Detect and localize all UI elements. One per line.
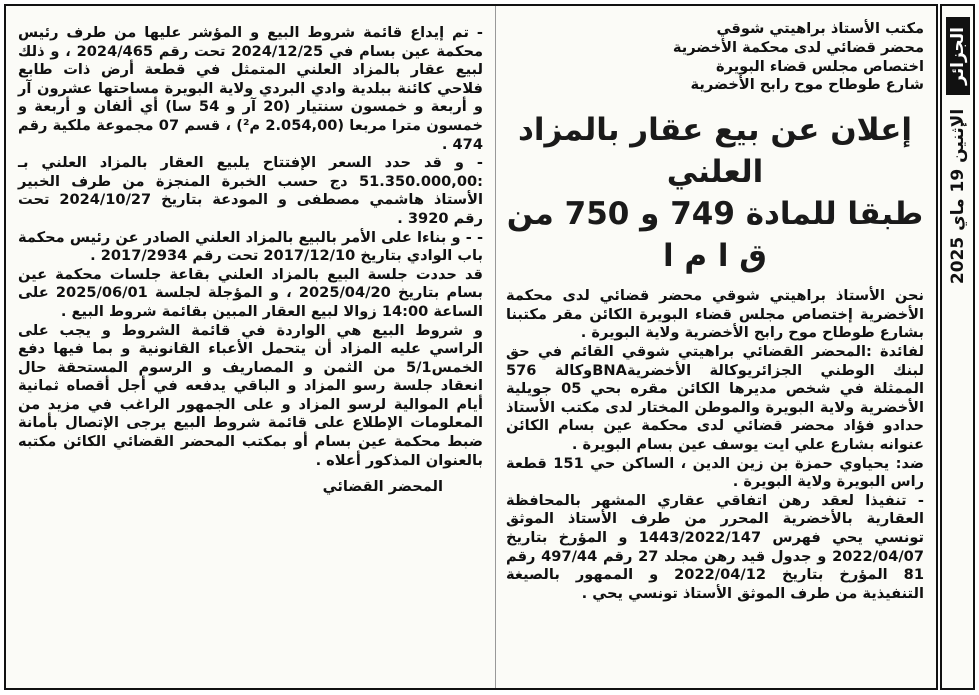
opening-price-paragraph: - و قد حدد السعر الإفتتاح يلبيع العقار بالمزاد العلني بـ :51.350.000,00 دج حسب الخبرة المنجزة من طرف الخبير الأستاذ هاشمي مصطفى و المودعة بتاريخ 2024/10/27 تحت رقم 3920 . <box>18 154 483 227</box>
office-header-line: محضر قضائي لدى محكمة الأخضرية <box>672 38 924 56</box>
newspaper-logo: الجزائر <box>946 17 970 95</box>
left-column <box>6 6 496 688</box>
execution-paragraph: - تنفيذا لعقد رهن اتفاقي عقاري المشهر بالمحافظة العقارية بالأخضرية المحرر من طرف الأستاذ الموثق تونسي يحي فهرس 1443/2022/147 و المؤرخ بتاريخ 2022/04/07 و جدول قيد رهن مجلد 27 رقم 497/44 رقم 81 المؤرخ بتاريخ 2022/04/12 و الممهور بالصيغة التنفيذية من طرف الموثق الأستاذ تونسي يحي . <box>506 491 924 602</box>
newspaper-side-strip <box>940 4 975 690</box>
deposit-paragraph: - تم إيداع قائمة شروط البيع و المؤشر عليها من طرف رئيس محكمة عين بسام في 2024/12/25 تحت رقم 2024/465 ، و ذلك لبيع عقار بالمزاد العلني المتمثل في قطعة أرض ذات طابع فلاحي كائنة ببلدية وادي البردي ولاية البويرة مساحتها عشرون آر و أربعة و خمسون سنتيار (20 آر و 54 سا) أي ألفان و أربعة و خمسون مترا مربعا (2.054,00 م²) ، قسم 07 مجموعة ملكية رقم 474 . <box>18 24 484 153</box>
sale-order-paragraph: - - و بناءا على الأمر بالبيع بالمزاد العلني الصادر عن رئيس محكمة باب الوادي بتاريخ 2017/12/10 تحت رقم 2017/2934 . <box>18 228 483 265</box>
office-header-line: شارع طوطاح موح رابح الأخضرية <box>690 76 924 94</box>
office-header-line: اختصاص مجلس قضاء البويرة <box>716 57 924 75</box>
bailiff-paragraph: نحن الأستاذ براهيتي شوقي محضر قضائي لدى محكمة الأخضرية إختصاص مجلس قضاء البويرة الكائن مقر مكتبنا بشارع طوطاح موح رابح الأخضرية ولاية البويرة . <box>506 287 924 342</box>
notice-page <box>4 4 938 690</box>
notice-title-line1: إعلان عن بيع عقار بالمزاد العلني <box>517 112 912 191</box>
sale-conditions-paragraph: و شروط البيع هي الواردة في قائمة الشروط و يجب على الراسي عليه المزاد أن يتحمل الأعباء القانونية و بما فيها دفع الخمس5/1 من الثمن و المصاريف و الرسوم المستحقة حال انعقاد جلسة رسو المزاد و الباقي يدفعه في أجل أقصاه ثمانية أيام الموالية لرسو المزاد و على الجمهور الراغب في مزيد من المعلومات الإطلاع على قائمة شروط البيع يرجى الإتصال بأمانة ضبط محكمة عين بسام أو بمكتب المحضر القضائي الكائن مكتبه بالعنوان المذكور أعلاه . <box>18 321 483 469</box>
signature: المحضر القضائي <box>322 478 443 496</box>
notice-title <box>506 109 924 277</box>
rotated-strip-content <box>946 17 970 677</box>
against-paragraph: ضد: يحياوي حمزة بن زين الدين ، الساكن حي 151 قطعة راس البويرة ولاية البويرة . <box>506 454 924 491</box>
notice-title-line2: طبقا للمادة 749 و 750 من ق ا م ا <box>506 196 924 275</box>
issue-date: الإثنين 19 ماي 2025 <box>947 108 968 285</box>
session-date-paragraph: قد حددت جلسة البيع بالمزاد العلني بقاعة جلسات محكمة عين بسام بتاريخ 2025/04/20 ، و المؤجلة لجلسة 2025/06/01 على الساعة 14:00 زوالا لبيع العقار المبين بقائمة شروط البيع . <box>18 265 483 320</box>
beneficiary-paragraph: لفائدة :المحضر القضائي براهيتي شوقي القائم في حق لبنك الوطني الجزائريوكالة الأخضريةBNAوكالة 576 الممثلة في شخص مديرها الكائن مقره بحي 05 جويلية الأخضرية ولاية البويرة والموطن المختار لدى مكتب الأستاذ حدادو فؤاد محضر قضائي لدى محكمة عين بسام الكائن عنوانه بشارع علي ايت يوسف عين بسام البويرة . <box>506 342 924 453</box>
right-column <box>500 6 936 688</box>
office-header-line: مكتب الأستاذ براهيتي شوقي <box>716 20 924 37</box>
